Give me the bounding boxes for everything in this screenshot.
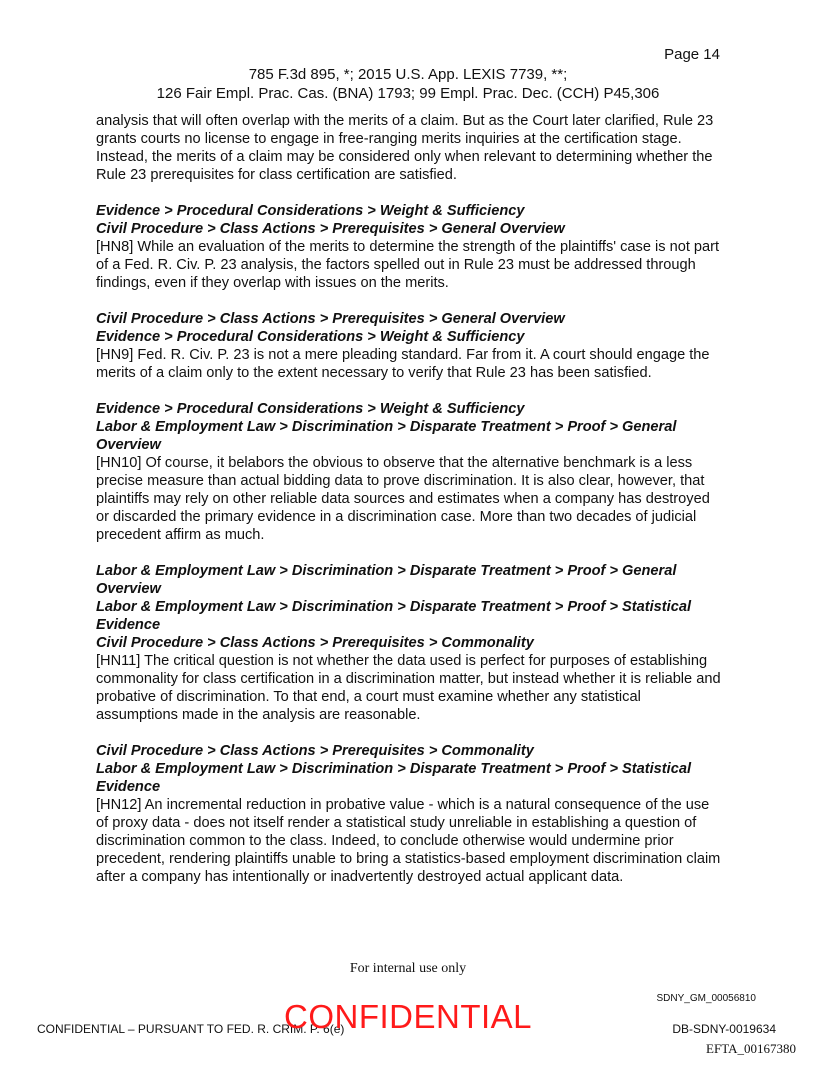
headnote-topic: Civil Procedure > Class Actions > Prerequisites > General Overview (96, 221, 565, 237)
headnote-topic: Civil Procedure > Class Actions > Prerequisites > Commonality (96, 635, 534, 651)
headnote-topic: Civil Procedure > Class Actions > Prerequisites > Commonality (96, 743, 534, 759)
confidential-notice: CONFIDENTIAL – PURSUANT TO FED. R. CRIM. P. 6(e) (37, 1022, 345, 1036)
headnote-text: [HN11] The critical question is not whether the data used is perfect for purposes of establishing commonality for class certification in a discrimination matter, but instead whether it is reliable and probative of discrimination. To that end, a court must examine whether any statistical assumptions made in the analysis are reasonable. (96, 653, 721, 723)
headnote-block (96, 310, 722, 382)
headnote-topic: Evidence > Procedural Considerations > Weight & Sufficiency (96, 401, 525, 417)
citation-line-1: 785 F.3d 895, *; 2015 U.S. App. LEXIS 7739, **; (248, 66, 568, 83)
intro-paragraph: analysis that will often overlap with the merits of a claim. But as the Court later clarified, Rule 23 grants courts no license to engage in free-ranging merits inquiries at the certification stage. Instead, the merits of a claim may be considered only when relevant to determining whether the Rule 23 prerequisites for class certification are satisfied. (96, 113, 714, 183)
headnote-block (96, 202, 722, 292)
headnote-block (96, 562, 722, 724)
headnote-topic: Evidence > Procedural Considerations > Weight & Sufficiency (96, 203, 525, 219)
headnote-topic: Evidence > Procedural Considerations > Weight & Sufficiency (96, 329, 525, 345)
efta-number: EFTA_00167380 (706, 1041, 796, 1056)
headnote-topic: Labor & Employment Law > Discrimination > Disparate Treatment > Proof > Statistical Evidence (96, 761, 691, 795)
internal-use-notice: For internal use only (349, 961, 467, 976)
headnote-block (96, 400, 722, 544)
headnote-text: [HN12] An incremental reduction in probative value - which is a natural consequence of the use of proxy data - does not itself render a statistical study unreliable in establishing a question of discrimination common to the class. Indeed, to conclude otherwise would undermine prior precedent, rendering plaintiffs unable to bring a statistics-based employment discrimination claim after a company has intentionally or inadvertently destroyed actual applicant data. (96, 797, 721, 885)
headnote-topic: Civil Procedure > Class Actions > Prerequisites > General Overview (96, 311, 565, 327)
case-citation (0, 65, 816, 103)
headnote-text: [HN8] While an evaluation of the merits to determine the strength of the plaintiffs' case is not part of a Fed. R. Civ. P. 23 analysis, the factors spelled out in Rule 23 must be addressed through findings, even if they overlap with issues on the merits. (96, 239, 720, 291)
page-number: Page 14 (664, 46, 720, 63)
headnote-text: [HN9] Fed. R. Civ. P. 23 is not a mere pleading standard. Far from it. A court should engage the merits of a claim only to the extent necessary to verify that Rule 23 has been satisfied. (96, 347, 710, 381)
headnote-text: [HN10] Of course, it belabors the obvious to observe that the alternative benchmark is a less precise measure than actual bidding data to prove discrimination. It is also clear, however, that plaintiffs may rely on other reliable data sources and estimates when a company has destroyed or discarded the primary evidence in a discrimination case. More than two decades of judicial precedent affirm as much. (96, 455, 710, 543)
headnote-topic: Labor & Employment Law > Discrimination > Disparate Treatment > Proof > General Overview (96, 563, 677, 597)
confidential-stamp: CONFIDENTIAL (284, 998, 533, 1035)
headnote-topic: Labor & Employment Law > Discrimination > Disparate Treatment > Proof > General Overview (96, 419, 677, 453)
headnote-block (96, 742, 722, 886)
bates-number-db: DB-SDNY-0019634 (672, 1022, 776, 1036)
headnote-topic: Labor & Employment Law > Discrimination > Disparate Treatment > Proof > Statistical Evidence (96, 599, 691, 633)
document-body (96, 112, 722, 886)
bates-number-sdny: SDNY_GM_00056810 (656, 993, 756, 1004)
citation-line-2: 126 Fair Empl. Prac. Cas. (BNA) 1793; 99 Empl. Prac. Dec. (CCH) P45,306 (156, 85, 660, 102)
headnotes-list (96, 202, 722, 886)
